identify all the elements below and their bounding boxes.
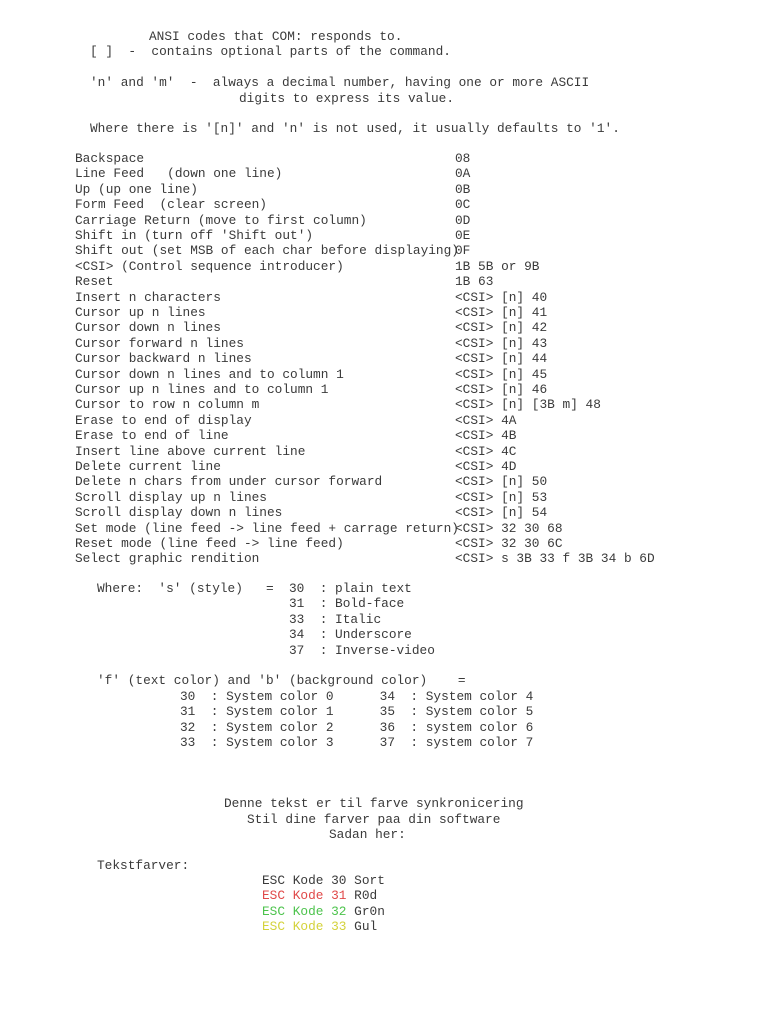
text-color-item (262, 919, 377, 934)
style-line: 34 : Underscore (97, 627, 412, 643)
code-value: <CSI> [n] 50 (455, 474, 548, 490)
text-color-label: ESC Kode 33 (262, 919, 347, 935)
header-note-nm: 'n' and 'm' - always a decimal number, having one or more ASCII (90, 75, 590, 90)
header-note-brackets: [ ] - contains optional parts of the command. (90, 44, 451, 59)
code-name: Delete n chars from under cursor forward (75, 474, 383, 490)
code-name: Insert line above current line (75, 443, 306, 459)
code-name: Scroll display up n lines (75, 489, 267, 505)
text-color-label: ESC Kode 30 (262, 873, 347, 888)
code-name: Backspace (75, 151, 145, 166)
code-value: <CSI> 4C (455, 443, 517, 459)
code-value: <CSI> 32 30 68 (455, 520, 563, 536)
code-name: Delete current line (75, 459, 221, 474)
code-value: 0C (455, 197, 471, 213)
code-name: Cursor up n lines (75, 305, 206, 320)
code-name: Shift out (set MSB of each char before displaying) (75, 243, 459, 259)
code-value: 0F (455, 243, 471, 259)
color-row: 32 : System color 2 36 : system color 6 (180, 719, 534, 735)
code-name: Scroll display down n lines (75, 505, 283, 521)
text-color-name: Gul (354, 919, 378, 935)
code-name: Up (up one line) (75, 181, 198, 197)
text-color-label: ESC Kode 31 (262, 888, 347, 904)
code-value: <CSI> 4B (455, 428, 517, 444)
code-name: Line Feed (down one line) (75, 166, 283, 182)
doc-title: ANSI codes that COM: responds to. (149, 29, 403, 44)
text-color-name: Gr0n (354, 903, 385, 919)
code-name: Reset (75, 274, 114, 290)
code-value: <CSI> [n] 44 (455, 351, 548, 367)
code-value: <CSI> [n] 40 (455, 289, 548, 305)
code-value: <CSI> 32 30 6C (455, 536, 563, 551)
style-line: 31 : Bold-face (97, 596, 405, 612)
code-name: Cursor up n lines and to column 1 (75, 382, 329, 397)
code-value: <CSI> [n] 42 (455, 320, 548, 336)
code-value: 0B (455, 181, 471, 197)
color-row: 33 : System color 3 37 : system color 7 (180, 735, 534, 751)
code-name: Cursor down n lines (75, 320, 221, 336)
style-line: 33 : Italic (97, 611, 382, 627)
code-value: <CSI> [n] [3B m] 48 (455, 397, 601, 413)
code-name: Cursor forward n lines (75, 335, 244, 351)
style-line: 37 : Inverse-video (97, 642, 435, 658)
code-name: Shift in (turn off 'Shift out') (75, 228, 314, 243)
code-value: <CSI> [n] 53 (455, 489, 548, 505)
code-value: <CSI> s 3B 33 f 3B 34 b 6D (455, 551, 655, 567)
code-value: 0E (455, 228, 471, 243)
code-value: 0A (455, 166, 471, 182)
code-name: Select graphic rendition (75, 551, 260, 567)
code-value: <CSI> [n] 41 (455, 305, 548, 320)
header-note-default: Where there is '[n]' and 'n' is not used, it usually defaults to '1'. (90, 121, 620, 136)
style-line: Where: 's' (style) = 30 : plain text (97, 581, 412, 596)
code-value: <CSI> 4D (455, 459, 517, 474)
code-value: 0D (455, 212, 471, 228)
text-colors-heading: Tekstfarver: (97, 858, 190, 873)
code-name: Cursor to row n column m (75, 397, 260, 413)
text-color-item (262, 873, 385, 888)
text-color-name: R0d (354, 888, 378, 904)
code-value: <CSI> 4A (455, 412, 517, 428)
code-value: <CSI> [n] 43 (455, 335, 548, 351)
code-value: <CSI> [n] 54 (455, 505, 548, 521)
code-name: Erase to end of display (75, 412, 252, 428)
color-intro: 'f' (text color) and 'b' (background color) = (97, 673, 466, 688)
color-row: 31 : System color 1 35 : System color 5 (180, 704, 534, 720)
code-name: Reset mode (line feed -> line feed) (75, 536, 344, 551)
code-value: 08 (455, 151, 471, 166)
text-color-item (262, 904, 385, 919)
sync-note-line2: Stil dine farver paa din software (247, 812, 501, 827)
code-value: <CSI> [n] 45 (455, 366, 548, 382)
code-name: Form Feed (clear screen) (75, 197, 267, 213)
header-note-nm-cont: digits to express its value. (239, 91, 455, 106)
code-value: <CSI> [n] 46 (455, 382, 548, 397)
code-name: <CSI> (Control sequence introducer) (75, 258, 344, 274)
code-name: Carriage Return (move to first column) (75, 212, 367, 228)
text-color-item (262, 888, 377, 903)
sync-note-line3: Sadan her: (329, 827, 406, 842)
code-name: Cursor backward n lines (75, 351, 252, 367)
code-value: 1B 5B or 9B (455, 258, 540, 274)
code-name: Insert n characters (75, 289, 221, 305)
sync-note-line1: Denne tekst er til farve synkronicering (224, 796, 524, 811)
code-name: Cursor down n lines and to column 1 (75, 366, 344, 382)
color-row: 30 : System color 0 34 : System color 4 (180, 689, 534, 704)
text-color-label: ESC Kode 32 (262, 903, 347, 919)
code-name: Set mode (line feed -> line feed + carrage return) (75, 520, 459, 536)
code-name: Erase to end of line (75, 428, 229, 444)
code-value: 1B 63 (455, 274, 494, 290)
text-color-name: Sort (354, 873, 385, 888)
